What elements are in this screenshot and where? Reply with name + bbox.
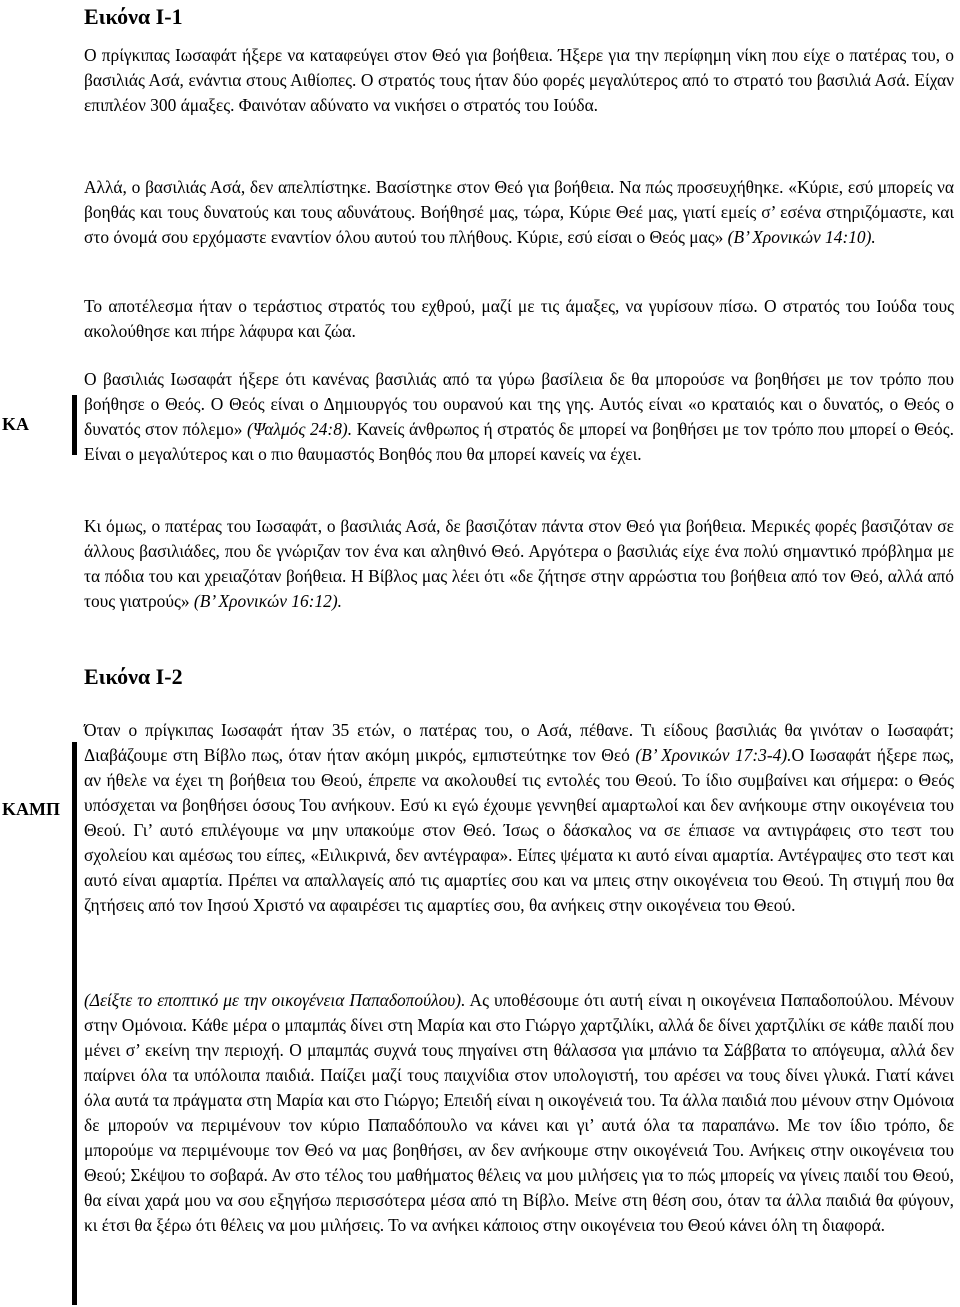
paragraph-3-text: Το αποτέλεσμα ήταν ο τεράστιος στρατός του εχθρού, μαζί με τις άμαξες, να γυρίσουν πίσω. Ο στρατός του Ιούδα τους ακολούθησε και πήρε λάφυρα και ζώα. [84, 296, 954, 341]
paragraph-4-text-rest: Κανείς άνθρωπος ή στρατός δε μπορεί να βοηθήσει με τον τρόπο που μπορεί ο Θεός. Είναι ο μεγαλύτερος και ο πιο θαυμαστός Βοηθός που θα μπορεί κανείς να έχει. [84, 419, 954, 464]
margin-marker-bar [72, 395, 77, 455]
section-heading-1: Εικόνα Ι-1 [84, 4, 183, 29]
paragraph-5 [84, 514, 954, 614]
teacher-instruction: (Δείξτε το εποπτικό με την οικογένεια Παπαδοπούλου). [84, 990, 466, 1010]
paragraph-7 [84, 988, 954, 1238]
paragraph-1 [84, 43, 954, 118]
scripture-reference: (Β’ Χρονικών 14:10). [723, 227, 876, 247]
paragraph-6-text: Όταν ο πρίγκιπας Ιωσαφάτ ήταν 35 ετών, ο πατέρας του, ο Ασά, πέθανε. Τι είδους βασιλιάς θα γινόταν ο Ιωσαφάτ; Διαβάζουμε στη Βίβλο πως, όταν ήταν ακόμη μικρός, εμπιστεύτηκε τον Θεό [84, 720, 954, 765]
paragraph-6-text-rest: Ο Ιωσαφάτ ήξερε πως, αν ήθελε να έχει τη βοήθεια του Θεού, έπρεπε να ακολουθεί τις εντολές του Θεού. Το ίδιο συμβαίνει και σήμερα: ο Θεός υπόσχεται να βοηθήσει όσους Του ανήκουν. Εσύ κι εγώ έχουμε γεννηθεί αμαρτωλοί και δεν ανήκουμε στην οικογένεια του Θεού. Γι’ αυτό επιλέγουμε να μην υπακούμε στον Θεό. Ίσως ο δάσκαλος να σε έπιασε να αντιγράφεις στο τεστ του σχολείου και αμέσως του είπες, «Ειλικρινά, δεν αντέγραφα». Είπες ψέματα κι αυτό είναι αμαρτία. Αντέγραψες στο τεστ και αυτό είναι αμαρτία. Πρέπει να απαλλαγείς από τις αμαρτίες σου και να μπεις στην οικογένεια του Θεού. Τη στιγμή που θα ζητήσεις από τον Ιησού Χριστό να αφαιρέσει τις αμαρτίες σου, θα ανήκεις στην οικογένεια του Θεού. [84, 745, 954, 915]
paragraph-4 [84, 367, 954, 467]
section-heading-2: Εικόνα Ι-2 [84, 664, 183, 689]
paragraph-4-text: Ο βασιλιάς Ιωσαφάτ ήξερε ότι κανένας βασιλιάς από τα γύρω βασίλεια δε θα μπορούσε να βοηθήσει με τον τρόπο που βοήθησε ο Θεός. Ο Θεός είναι ο Δημιουργός του ουρανού και της γης. Αυτός είναι «ο κραταιός και ο δυνατός, ο Θεός ο δυνατός στον πόλεμο» [84, 369, 954, 439]
paragraph-6 [84, 718, 954, 918]
paragraph-3 [84, 294, 954, 344]
scripture-reference: (Β’ Χρονικών 17:3-4). [635, 745, 792, 765]
scripture-reference: (Ψαλμός 24:8). [242, 419, 353, 439]
scripture-reference: (Β’ Χρονικών 16:12). [193, 591, 343, 611]
paragraph-5-text: Κι όμως, ο πατέρας του Ιωσαφάτ, ο βασιλιάς Ασά, δε βασιζόταν πάντα στον Θεό για βοήθεια. Μερικές φορές βασιζόταν σε άλλους βασιλιάδες, που δε γνώριζαν τον ένα και αληθινό Θεό. Αργότερα ο βασιλιάς είχε ένα πολύ σημαντικό πρόβλημα με τα πόδια του και χρειαζόταν βοήθεια. Η Βίβλος μας λέει ότι «δε ζήτησε στην αρρώστια του βοήθεια από τον Θεό, αλλά από τους γιατρούς» [84, 516, 954, 611]
margin-label-ka: ΚΑ [2, 414, 29, 434]
paragraph-2-text: Αλλά, ο βασιλιάς Ασά, δεν απελπίστηκε. Βασίστηκε στον Θεό για βοήθεια. Να πώς προσευχήθηκε. «Κύριε, εσύ μπορείς να βοηθάς και τους δυνατούς και τους αδυνάτους. Βοήθησέ μας, τώρα, Κύριε Θεέ μας, γιατί εμείς σ’ εσένα στηριζόμαστε, και στο όνομά σου ερχόμαστε εναντίον όλου αυτού του πλήθους. Κύριε, εσύ είσαι ο Θεός μας» [84, 177, 954, 247]
paragraph-2 [84, 175, 954, 250]
paragraph-7-text: Ας υποθέσουμε ότι αυτή είναι η οικογένεια Παπαδοπούλου. Μένουν στην Ομόνοια. Κάθε μέρα ο μπαμπάς δίνει στη Μαρία και στο Γιώργο χαρτζιλίκι, αλλά δε δίνει χαρτζιλίκι σε κάθε παιδί που μένει σ’ εκείνη την περιοχή. Ο μπαμπάς συχνά τους πηγαίνει στη θάλασσα για μπάνιο τα Σάββατα το απόγευμα, αλλά δεν παίρνει όλα τα υπόλοιπα παιδιά. Παίζει μαζί τους παιχνίδια στον υπολογιστή, του αρέσει να τους δίνει γλυκά. Γιατί κάνει όλα αυτά τα πράγματα στη Μαρία και στο Γιώργο; Επειδή είναι η οικογένειά του. Τα άλλα παιδιά που μένουν στην Ομόνοια δε μπορούν να περιμένουν τον κύριο Παπαδόπουλο να κάνει και γι’ αυτά όλα τα παραπάνω. Με τον ίδιο τρόπο, δε μπορούμε να περιμένουμε τον Θεό να μας βοηθήσει, αν δεν ανήκουμε στην οικογένειά Του. Ανήκεις στην οικογένεια του Θεού; Σκέψου το σοβαρά. Αν στο τέλος του μαθήματος θέλεις να μου μιλήσεις για το πώς μπορείς να γίνεις παιδί του Θεού, θα είναι χαρά μου να σου εξηγήσω περισσότερα μέσα από τη Βίβλο. Μείνε στη θέση σου, όταν τα άλλα παιδιά θα φύγουν, κι έτσι θα ξέρω ότι θέλεις να μου μιλήσεις. Το να ανήκει κάποιος στην οικογένεια του Θεού κάνει όλη τη διαφορά. [84, 990, 954, 1235]
margin-marker-bar [72, 742, 77, 1305]
margin-label-kamp: ΚΑΜΠ [2, 799, 60, 819]
paragraph-1-text: Ο πρίγκιπας Ιωσαφάτ ήξερε να καταφεύγει στον Θεό για βοήθεια. Ήξερε για την περίφημη νίκη που είχε ο πατέρας του, ο βασιλιάς Ασά, ενάντια στους Αιθίοπες. Ο στρατός τους ήταν δύο φορές μεγαλύτερος από το στρατό του βασιλιά Ασά. Είχαν επιπλέον 300 άμαξες. Φαινόταν αδύνατο να νικήσει ο στρατός του Ιούδα. [84, 45, 954, 115]
